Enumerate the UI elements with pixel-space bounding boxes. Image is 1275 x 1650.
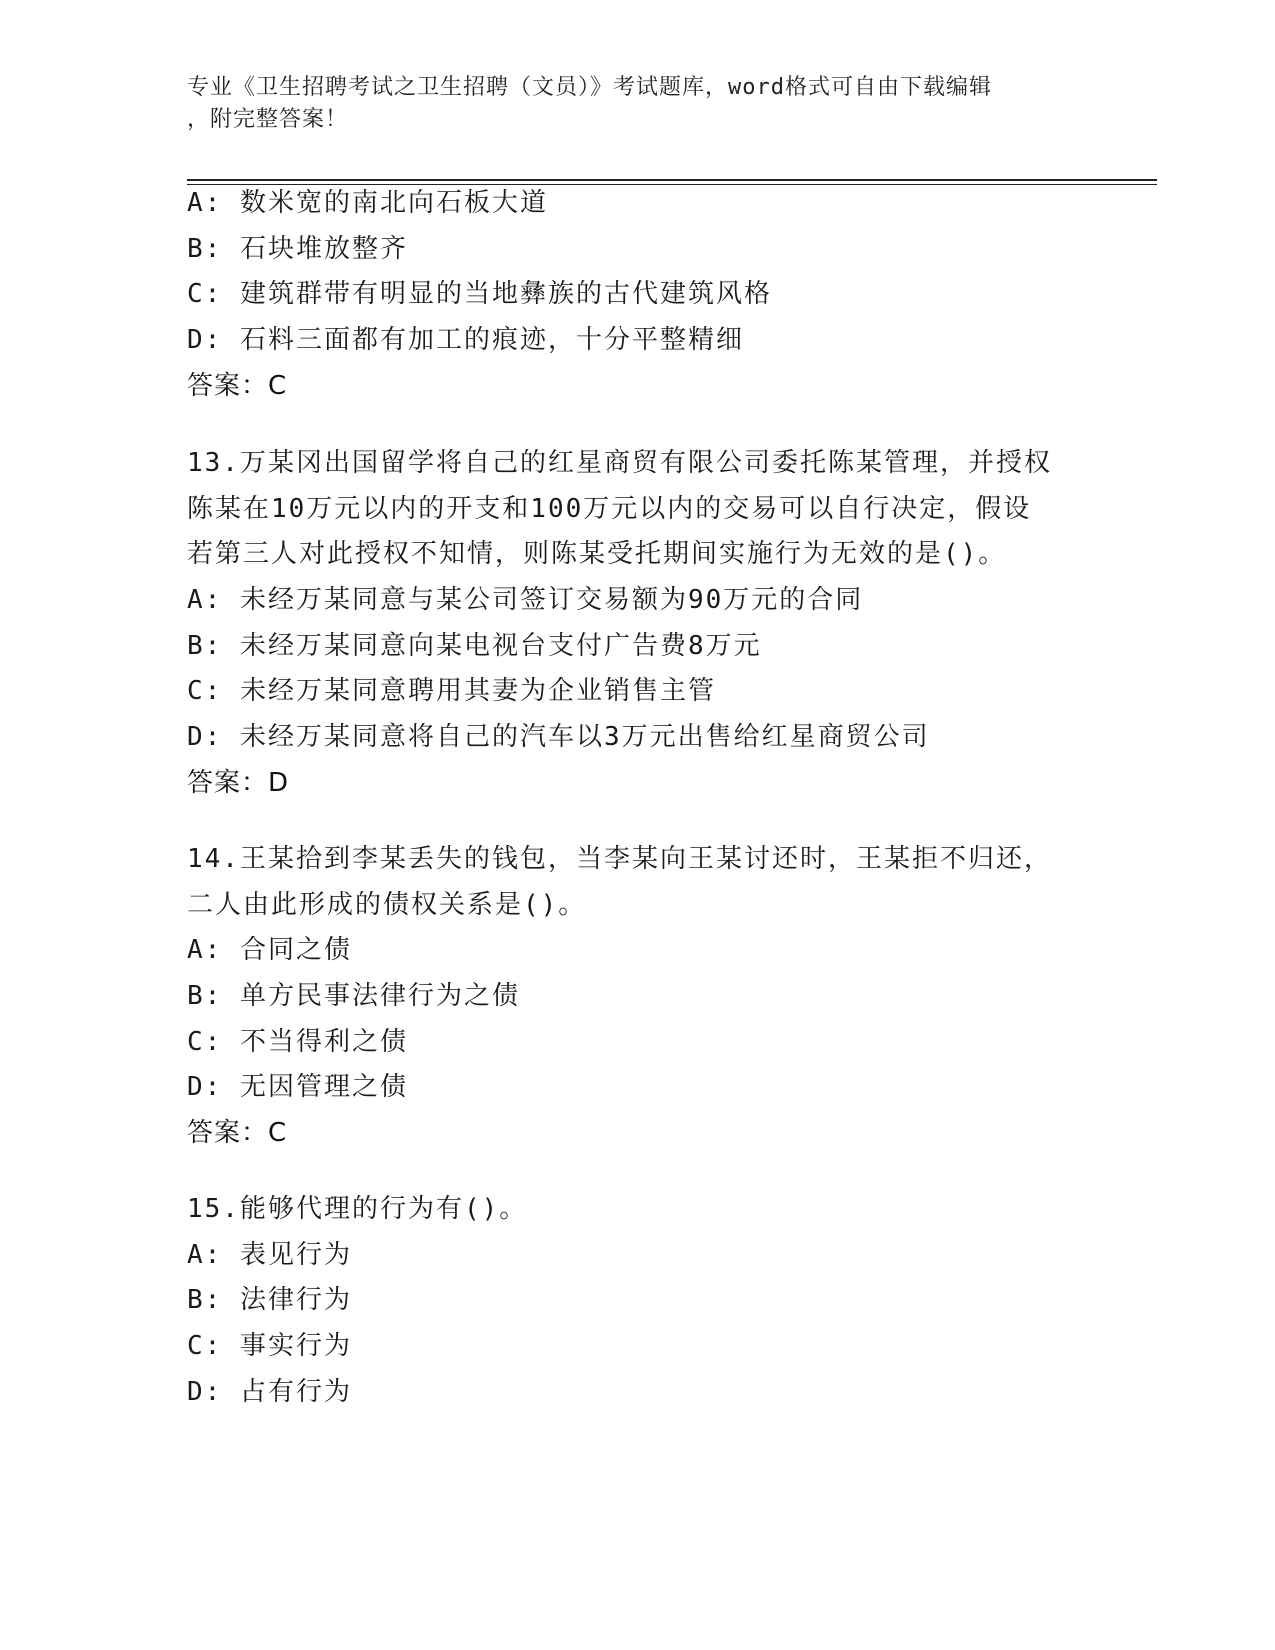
option-b: B: 石块堆放整齐 <box>187 233 408 264</box>
header-line-1: 专业《卫生招聘考试之卫生招聘（文员）》考试题库，word格式可自由下载编辑 <box>187 75 992 100</box>
answer-text: 答案：C <box>187 370 288 401</box>
option-a: A: 表见行为 <box>187 1239 352 1270</box>
question-stem-line: 陈某在10万元以内的开支和100万元以内的交易可以自行决定，假设 <box>187 493 1032 524</box>
question-stem-line: 二人由此形成的债权关系是()。 <box>187 889 587 920</box>
option-d: D: 占有行为 <box>187 1376 352 1407</box>
question-15 <box>187 1187 1087 1415</box>
option-c: C: 未经万某同意聘用其妻为企业销售主管 <box>187 676 716 707</box>
option-d: D: 石料三面都有加工的痕迹，十分平整精细 <box>187 325 744 356</box>
question-14 <box>187 837 1087 1157</box>
question-13 <box>187 441 1087 807</box>
document-header <box>187 72 1087 136</box>
answer-text: 答案：C <box>187 1118 288 1149</box>
question-12 <box>187 181 1087 409</box>
header-line-2: ，附完整答案！ <box>187 107 349 132</box>
option-c: C: 事实行为 <box>187 1331 352 1362</box>
option-a: A: 数米宽的南北向石板大道 <box>187 188 548 218</box>
question-stem-line: 14.王某拾到李某丢失的钱包，当李某向王某讨还时，王某拒不归还， <box>187 844 1052 874</box>
option-d: D: 未经万某同意将自己的汽车以3万元出售给红星商贸公司 <box>187 722 930 753</box>
option-c: C: 建筑群带有明显的当地彝族的古代建筑风格 <box>187 279 772 310</box>
option-b: B: 未经万某同意向某电视台支付广告费8万元 <box>187 630 762 661</box>
question-stem-line: 若第三人对此授权不知情，则陈某受托期间实施行为无效的是()。 <box>187 539 1007 570</box>
option-a: A: 合同之债 <box>187 935 352 966</box>
option-c: C: 不当得利之债 <box>187 1026 408 1057</box>
option-b: B: 法律行为 <box>187 1285 352 1316</box>
option-d: D: 无因管理之债 <box>187 1072 408 1103</box>
question-stem-line: 13.万某冈出国留学将自己的红星商贸有限公司委托陈某管理，并授权 <box>187 448 1052 478</box>
option-b: B: 单方民事法律行为之债 <box>187 981 520 1012</box>
question-stem-line: 15.能够代理的行为有()。 <box>187 1194 528 1224</box>
option-a: A: 未经万某同意与某公司签订交易额为90万元的合同 <box>187 585 864 616</box>
answer-text: 答案：D <box>187 767 290 798</box>
